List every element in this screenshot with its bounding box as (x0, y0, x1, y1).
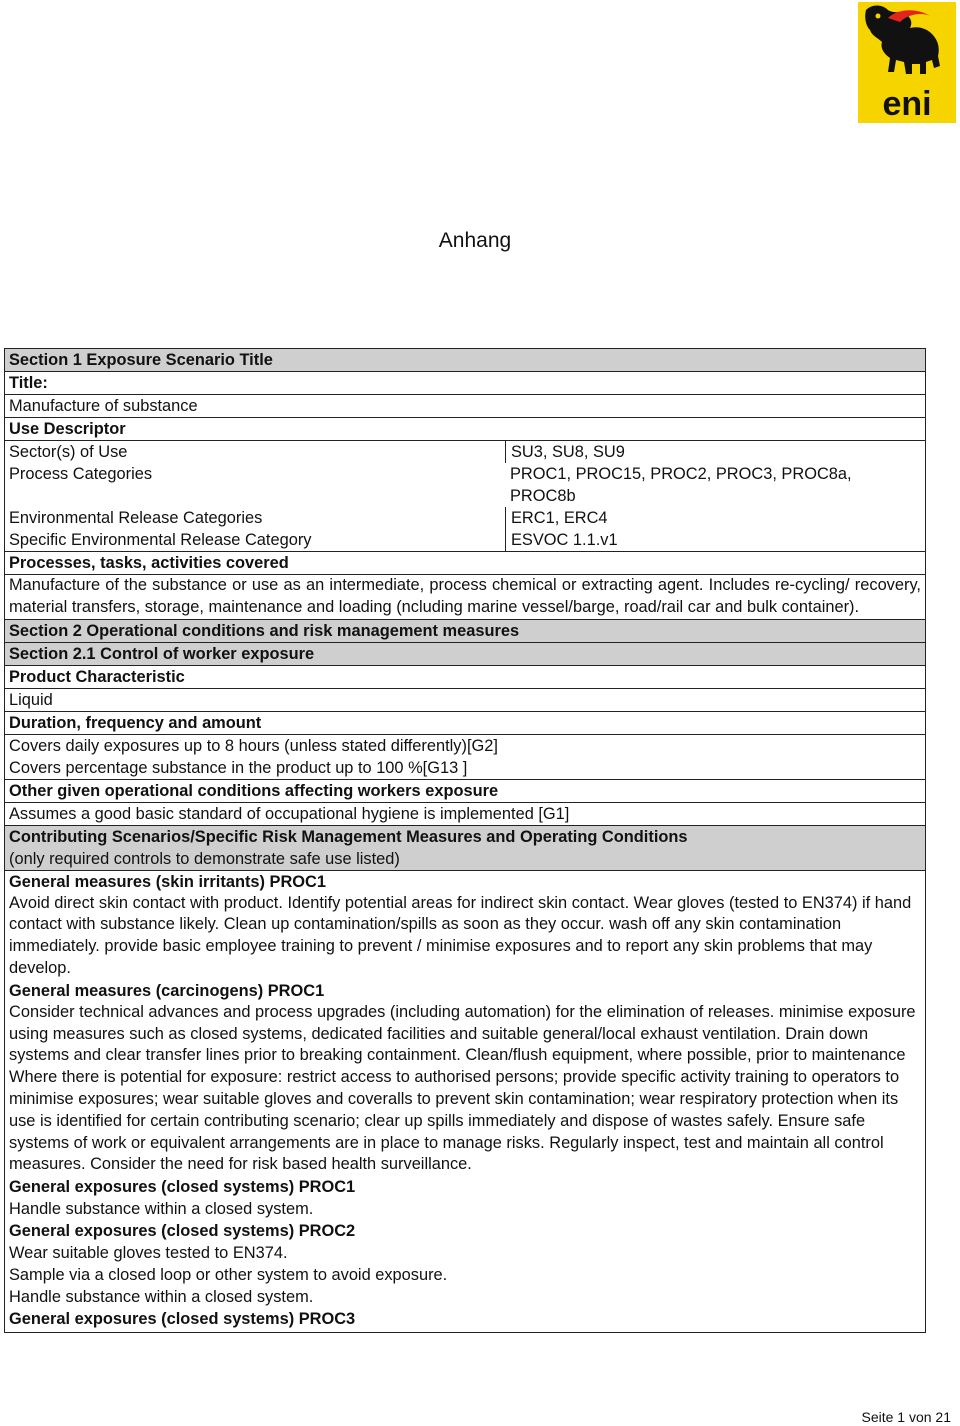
section2-title: Section 2 Operational conditions and risk management measures (5, 619, 925, 642)
processes-text: Manufacture of the substance or use as an intermediate, process chemical or extracting agent. Includes re-cycling/ recovery, material transfers, storage, maintenance and loading (ncluding marine vessel/barge, road/rail car and bulk container). (5, 574, 925, 619)
ge-proc3-heading: General exposures (closed systems) PROC3 (9, 1310, 356, 1329)
ge-proc2-line: Wear suitable gloves tested to EN374. (9, 1244, 288, 1263)
env-release-label: Environmental Release Categories (9, 509, 263, 527)
ge-proc1-heading: General exposures (closed systems) PROC1 (9, 1178, 356, 1197)
process-categories-label: Process Categories (9, 465, 153, 483)
process-categories-value: PROC1, PROC15, PROC2, PROC3, PROC8a, PROC8b (510, 465, 852, 505)
exposure-scenario-table (4, 348, 926, 1333)
page-number: Seite 1 von 21 (861, 1409, 951, 1425)
specific-env-release-label: Specific Environmental Release Category (9, 531, 312, 549)
section1-title: Section 1 Exposure Scenario Title (5, 349, 925, 371)
title-value: Manufacture of substance (5, 394, 925, 417)
processes-heading: Processes, tasks, activities covered (5, 551, 925, 574)
other-conditions-heading: Other given operational conditions affecting workers exposure (5, 779, 925, 802)
contributing-scenarios-heading: Contributing Scenarios/Specific Risk Management Measures and Operating Conditions (9, 827, 688, 846)
duration-line: Covers daily exposures up to 8 hours (unless stated differently)[G2] (9, 736, 498, 755)
ge-proc2-line: Sample via a closed loop or other system to avoid exposure. (9, 1266, 448, 1285)
use-descriptor-heading: Use Descriptor (5, 417, 925, 440)
gm-carcinogens-heading: General measures (carcinogens) PROC1 (9, 981, 325, 1000)
gm-skin-text: Avoid direct skin contact with product. Identify potential areas for indirect skin contact. Wear gloves (tested to EN374) if hand contact with substance likely. Clean up contamination/spills as soon as they occur. wash off any skin contamination immediately. provide basic employee training to prevent / minimise exposures and to report any skin problems that may develop. (9, 893, 912, 977)
sector-row (5, 440, 925, 463)
gm-carcinogens-text: Consider technical advances and process upgrades (including automation) for the elimination of releases. minimise exposure using measures such as closed systems, dedicated facilities and suitable general/local exhaust ventilation. Drain down systems and clear transfer lines prior to breaking containment. Clean/flush equipment, where possible, prior to maintenance Where there is potential for exposure: restrict access to authorised persons; provide specific activity training to operators to minimise exposures; wear suitable gloves and coveralls to prevent skin contamination; wear respiratory protection when its use is identified for certain contributing scenario; clear up spills immediately and dispose of wastes safely. Ensure safe systems of work or equivalent arrangements are in place to manage risks. Regularly inspect, test and maintain all control measures. Consider the need for risk based health surveillance. (9, 1002, 916, 1174)
ge-proc2-line: Handle substance within a closed system. (9, 1288, 314, 1307)
product-characteristic-value: Liquid (5, 688, 925, 711)
env-release-value: ERC1, ERC4 (505, 507, 921, 529)
sector-label: Sector(s) of Use (9, 443, 128, 461)
eni-wordmark: eni (882, 85, 932, 123)
specific-env-release-row (5, 529, 925, 551)
sector-value: SU3, SU8, SU9 (505, 441, 921, 463)
section2-1-title: Section 2.1 Control of worker exposure (5, 642, 925, 665)
ge-proc1-text: Handle substance within a closed system. (9, 1200, 314, 1219)
gm-skin-heading: General measures (skin irritants) PROC1 (9, 872, 327, 891)
ge-proc2-heading: General exposures (closed systems) PROC2 (9, 1222, 356, 1241)
page-title: Anhang (438, 229, 512, 252)
title-label: Title: (5, 371, 925, 394)
contributing-scenarios-note: (only required controls to demonstrate safe use listed) (9, 849, 400, 868)
duration-heading: Duration, frequency and amount (5, 711, 925, 734)
specific-env-release-value: ESVOC 1.1.v1 (505, 529, 921, 551)
other-conditions-value: Assumes a good basic standard of occupational hygiene is implemented [G1] (5, 802, 925, 825)
eni-logo (858, 2, 956, 123)
process-categories-row (5, 463, 925, 507)
duration-line: Covers percentage substance in the product up to 100 %[G13 ] (9, 758, 468, 777)
product-characteristic-heading: Product Characteristic (5, 665, 925, 688)
env-release-row (5, 507, 925, 529)
